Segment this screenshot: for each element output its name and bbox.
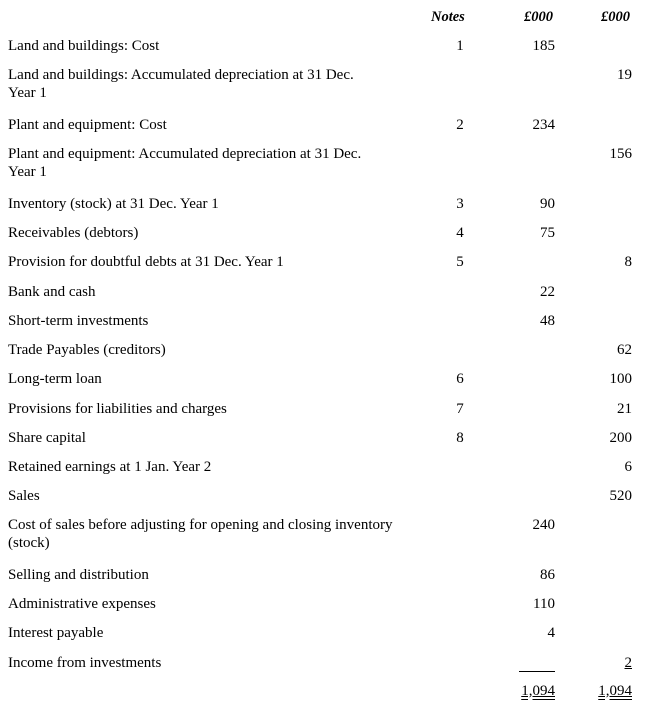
row-value-col2: 100 xyxy=(609,371,632,387)
row-note: 2 xyxy=(456,117,464,133)
row-value-col1: 48 xyxy=(540,313,555,329)
row-note: 3 xyxy=(456,196,464,212)
row-note: 4 xyxy=(456,225,464,241)
row-label: Provisions for liabilities and charges xyxy=(8,401,227,417)
row-value-col2: 19 xyxy=(617,67,632,83)
col1-header: £000 xyxy=(524,9,553,25)
row-note: 1 xyxy=(456,38,464,54)
row-value-col1: 110 xyxy=(533,596,555,612)
row-label: Land and buildings: Cost xyxy=(8,38,160,54)
col2-header: £000 xyxy=(601,9,630,25)
row-label: Long-term loan xyxy=(8,371,102,387)
row-value-col1: 90 xyxy=(540,196,555,212)
row-note: 7 xyxy=(456,401,464,417)
row-value-col1: 240 xyxy=(532,517,555,533)
col1-subtotal-rule xyxy=(519,671,555,672)
row-value-col1: 185 xyxy=(532,38,555,54)
total-col1: 1,094 xyxy=(521,683,555,699)
row-label: Short-term investments xyxy=(8,313,149,329)
row-label: Plant and equipment: Cost xyxy=(8,117,167,133)
row-note: 5 xyxy=(456,254,464,270)
row-note: 8 xyxy=(456,430,464,446)
row-label: Share capital xyxy=(8,430,86,446)
row-label: Administrative expenses xyxy=(8,596,156,612)
row-label: Provision for doubtful debts at 31 Dec. Year 1 xyxy=(8,254,284,270)
row-label: Selling and distribution xyxy=(8,567,149,583)
row-value-col1: 22 xyxy=(540,284,555,300)
row-label: Retained earnings at 1 Jan. Year 2 xyxy=(8,459,212,475)
row-value-col2: 62 xyxy=(617,342,632,358)
row-value-col1: 75 xyxy=(540,225,555,241)
row-label: Cost of sales before adjusting for opening and closing inventory (stock) xyxy=(8,517,393,551)
notes-column-header: Notes xyxy=(431,9,465,25)
row-label: Income from investments xyxy=(8,655,162,671)
row-value-col2: 2 xyxy=(624,655,632,671)
row-value-col1: 234 xyxy=(532,117,555,133)
total-col2: 1,094 xyxy=(598,683,632,699)
row-value-col2: 21 xyxy=(617,401,632,417)
row-value-col2: 8 xyxy=(624,254,632,270)
row-value-col1: 4 xyxy=(547,625,555,641)
row-label: Bank and cash xyxy=(8,284,96,300)
row-value-col2: 200 xyxy=(609,430,632,446)
row-value-col2: 156 xyxy=(609,146,632,162)
row-label: Interest payable xyxy=(8,625,104,641)
row-note: 6 xyxy=(456,371,464,387)
row-value-col1: 86 xyxy=(540,567,555,583)
row-label: Plant and equipment: Accumulated depreciation at 31 Dec. Year 1 xyxy=(8,146,362,180)
row-label: Sales xyxy=(8,488,40,504)
row-label: Receivables (debtors) xyxy=(8,225,139,241)
row-label: Land and buildings: Accumulated depreciation at 31 Dec. Year 1 xyxy=(8,67,354,101)
row-label: Inventory (stock) at 31 Dec. Year 1 xyxy=(8,196,219,212)
row-value-col2: 6 xyxy=(624,459,632,475)
row-label: Trade Payables (creditors) xyxy=(8,342,166,358)
row-value-col2: 520 xyxy=(609,488,632,504)
